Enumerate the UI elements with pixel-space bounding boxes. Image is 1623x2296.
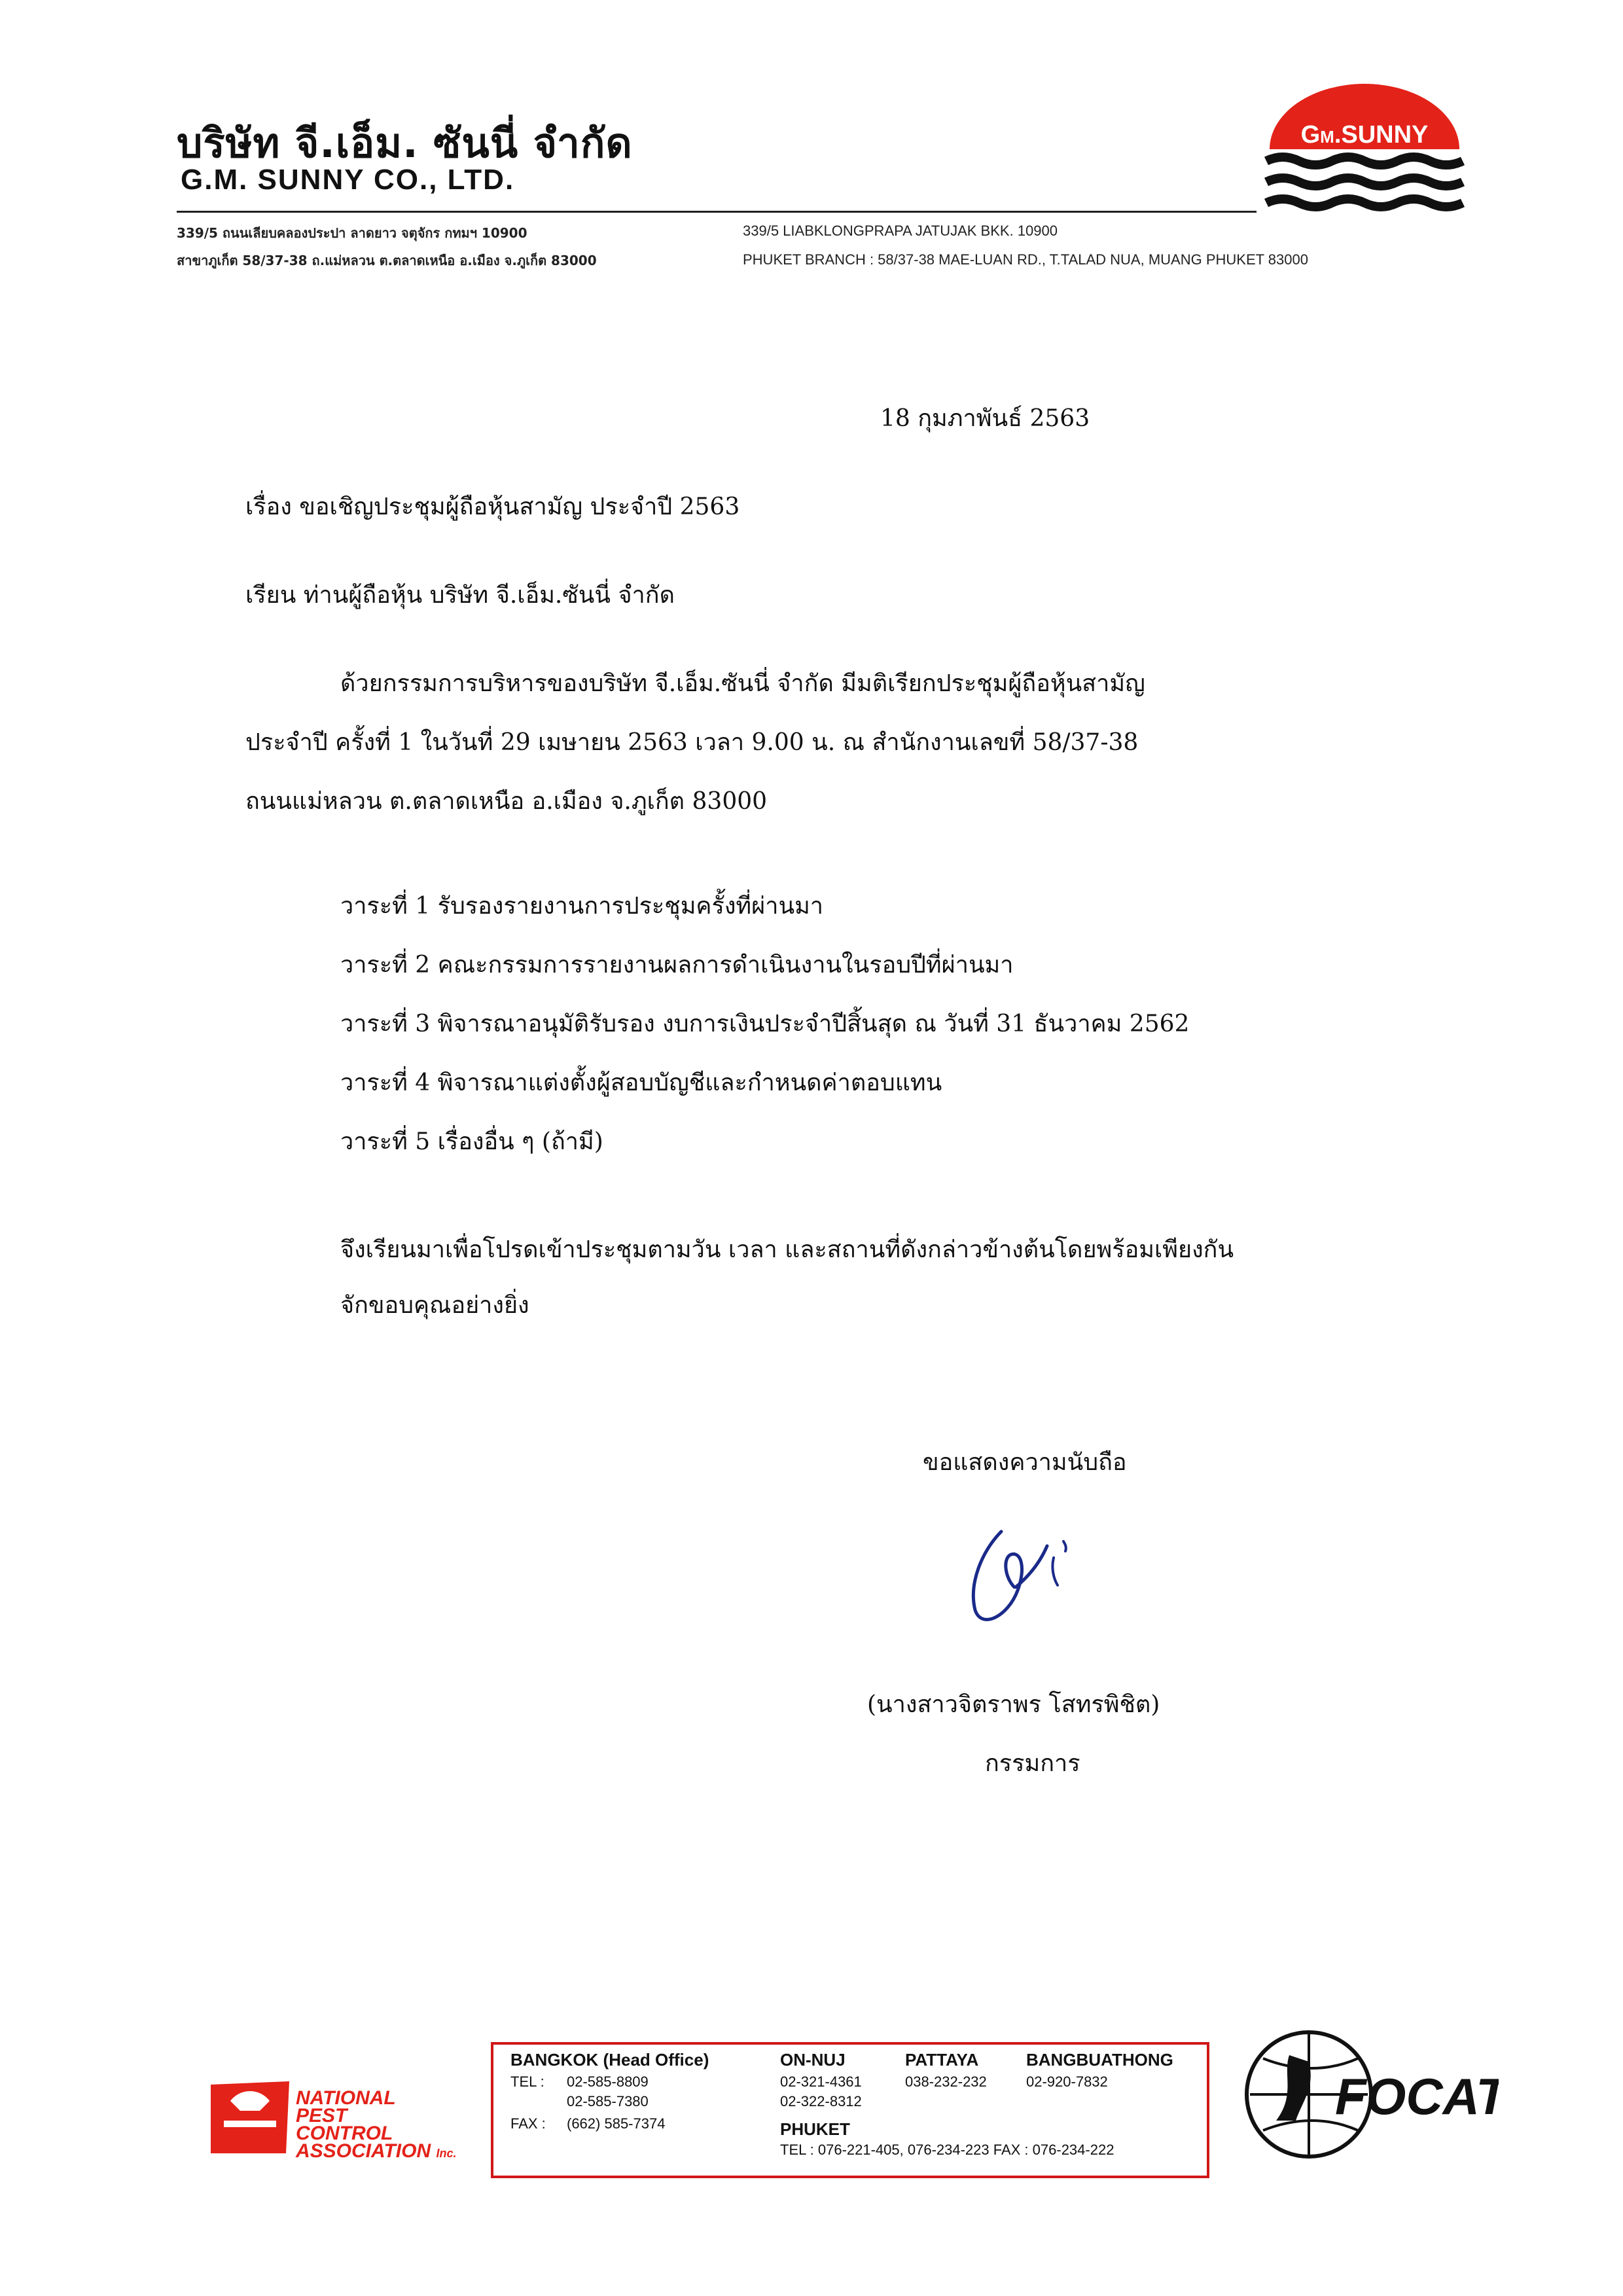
bangkok-fax: (662) 585-7374: [567, 2115, 666, 2132]
npca-logo: [204, 2075, 479, 2160]
bangkok-tel-label: TEL :: [510, 2073, 544, 2090]
agenda-item-2: วาระที่ 2 คณะกรรมการรายงานผลการดำเนินงานในรอบปีที่ผ่านมา: [340, 952, 1014, 978]
phuket-heading: PHUKET: [780, 2119, 850, 2139]
onnuj-tel-2: 02-322-8312: [780, 2093, 862, 2109]
svg-text:CONTROL: CONTROL: [296, 2123, 393, 2144]
agenda-item-1: วาระที่ 1 รับรองรายงานการประชุมครั้งที่ผ่านมา: [340, 893, 824, 920]
bangkok-tel-1: 02-585-8809: [567, 2073, 649, 2090]
closing-line: จักขอบคุณอย่างยิ่ง: [340, 1292, 529, 1319]
svg-text:NATIONAL: NATIONAL: [296, 2087, 396, 2109]
signature-image: [955, 1505, 1113, 1630]
letter-date: 18 กุมภาพันธ์ 2563: [880, 405, 1090, 432]
svg-text:PEST: PEST: [296, 2105, 348, 2126]
bangkok-fax-label: FAX :: [510, 2115, 546, 2132]
agenda-item-5: วาระที่ 5 เรื่องอื่น ๆ (ถ้ามี): [340, 1128, 603, 1155]
signatory-title: กรรมการ: [985, 1750, 1080, 1777]
body-line: ด้วยกรรมการบริหารของบริษัท จี.เอ็ม.ซันนี่ จำกัด มีมติเรียกประชุมผู้ถือหุ้นสามัญ: [340, 670, 1145, 697]
address-thai-head-office: 339/5 ถนนเลียบคลองประปา ลาดยาว จตุจักร กทมฯ 10900: [177, 225, 527, 241]
focat-logo: [1237, 2022, 1499, 2166]
body-line: ประจำปี ครั้งที่ 1 ในวันที่ 29 เมษายน 2563 เวลา 9.00 น. ณ สำนักงานเลขที่ 58/37-38: [245, 729, 1139, 756]
bangkok-tel-2: 02-585-7380: [567, 2093, 649, 2109]
agenda-item-3: วาระที่ 3 พิจารณาอนุมัติรับรอง งบการเงินประจำปีสิ้นสุด ณ วันที่ 31 ธันวาคม 2562: [340, 1011, 1190, 1037]
regards: ขอแสดงความนับถือ: [923, 1449, 1127, 1476]
closing-line: จึงเรียนมาเพื่อโปรดเข้าประชุมตามวัน เวลา และสถานที่ดังกล่าวข้างต้นโดยพร้อมเพียงกัน: [340, 1236, 1234, 1263]
address-english-head-office: 339/5 LIABKLONGPRAPA JATUJAK BKK. 10900: [743, 223, 1058, 239]
address-thai-phuket-branch: สาขาภูเก็ต 58/37-38 ถ.แม่หลวน ต.ตลาดเหนือ อ.เมือง จ.ภูเก็ต 83000: [177, 253, 597, 268]
letterhead-rule: [177, 211, 1257, 213]
svg-text:ASSOCIATION Inc.: ASSOCIATION Inc.: [296, 2140, 457, 2160]
signatory-name: (นางสาวจิตราพร โสทรพิชิต): [867, 1691, 1160, 1718]
svg-text:FOCAT: FOCAT: [1335, 2068, 1499, 2125]
pattaya-tel: 038-232-232: [905, 2073, 987, 2090]
bangbuathong-heading: BANGBUATHONG: [1026, 2050, 1173, 2070]
address-english-phuket-branch: PHUKET BRANCH : 58/37-38 MAE-LUAN RD., T.TALAD NUA, MUANG PHUKET 83000: [743, 251, 1308, 268]
pattaya-heading: PATTAYA: [905, 2050, 979, 2070]
letter-recipient: เรียน ท่านผู้ถือหุ้น บริษัท จี.เอ็ม.ซันนี่ จำกัด: [245, 582, 675, 609]
onnuj-tel-1: 02-321-4361: [780, 2073, 862, 2090]
agenda-item-4: วาระที่ 4 พิจารณาแต่งตั้งผู้สอบบัญชีและกำหนดค่าตอบแทน: [340, 1069, 942, 1096]
company-name-english: G.M. SUNNY CO., LTD.: [181, 164, 515, 196]
body-line: ถนนแม่หลวน ต.ตลาดเหนือ อ.เมือง จ.ภูเก็ต 83000: [245, 788, 768, 815]
onnuj-heading: ON-NUJ: [780, 2050, 846, 2070]
bangkok-heading: BANGKOK (Head Office): [510, 2050, 709, 2070]
gm-sunny-logo: [1260, 77, 1469, 218]
phuket-contacts: TEL : 076-221-405, 076-234-223 FAX : 076-234-222: [780, 2142, 1115, 2158]
company-name-thai: บริษัท จี.เอ็ม. ซันนี่ จำกัด: [177, 119, 633, 167]
svg-text:GM.SUNNY: GM.SUNNY: [1300, 121, 1429, 149]
bangbuathong-tel: 02-920-7832: [1026, 2073, 1108, 2090]
letter-subject: เรื่อง ขอเชิญประชุมผู้ถือหุ้นสามัญ ประจำปี 2563: [245, 493, 740, 520]
